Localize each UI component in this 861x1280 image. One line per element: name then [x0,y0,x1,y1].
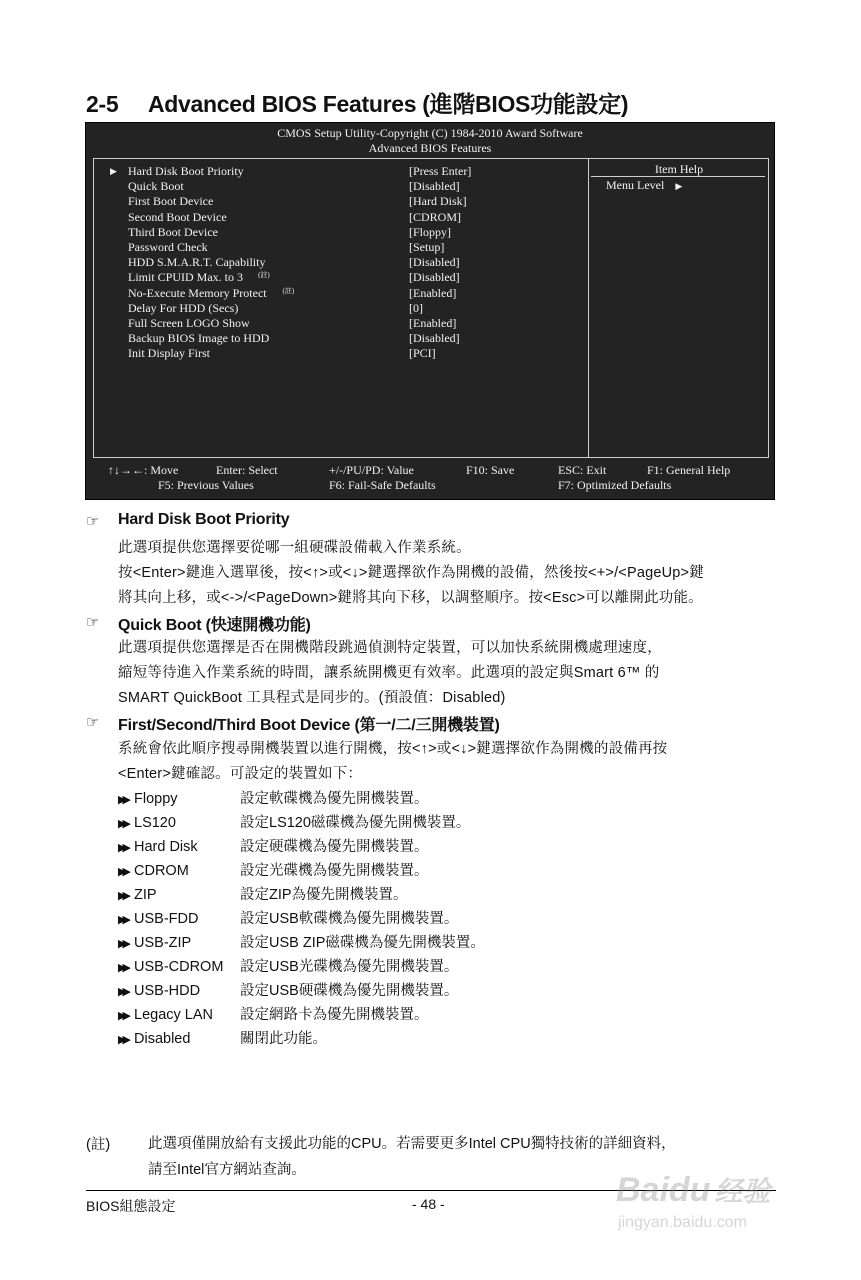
hdd-line-1: 此選項提供您選擇要從哪一組硬碟設備載入作業系統。 [118,540,471,556]
double-arrow-icon: ▶▶ [118,842,127,854]
note-marker: (註) [282,286,295,295]
boot-option-name: USB-CDROM [134,959,224,975]
note-marker: (註) [258,271,270,280]
bios-key-legend [86,463,774,497]
bios-item-label: First Boot Device [128,194,214,209]
bios-item-label: Delay For HDD (Secs) [128,300,239,315]
watermark-url: jingyan.baidu.com [618,1214,747,1231]
double-arrow-icon: ▶▶ [118,962,127,974]
note-line-1: 此選項僅開放給有支援此功能的CPU。若需要更多Intel CPU獨特技術的詳細資料， [148,1136,676,1152]
bios-item-label: Init Display First [128,346,211,361]
double-arrow-icon: ▶▶ [118,794,127,806]
footer-chapter: BIOS組態設定 [86,1198,176,1214]
key-optimized: F7: Optimized Defaults [558,478,672,492]
boot-option-desc: 設定USB光碟機為優先開機裝置。 [240,959,459,975]
boot-option-item [118,883,408,907]
bios-item-value[interactable]: [0] [409,300,423,315]
boot-option-item [118,835,429,859]
bios-item-label: Hard Disk Boot Priority [128,164,244,178]
hdd-description [118,536,778,611]
bios-item-label: Backup BIOS Image to HDD [128,331,270,346]
key-save: F10: Save [466,463,515,477]
watermark-jingyan: 经验 [714,1176,771,1207]
key-select: Enter: Select [216,463,278,477]
bios-item-label: Limit CPUID Max. to 3 [128,270,244,285]
heading-boot-device: First/Second/Third Boot Device (第一/二/三開機裝置) [118,717,500,734]
quick-boot-description [118,636,778,711]
bios-item-label: Full Screen LOGO Show [128,316,250,330]
boot-option-name: Hard Disk [134,839,198,855]
section-title: Advanced BIOS Features (進階BIOS功能設定) [148,91,629,117]
boot-option-item [118,811,470,835]
boot-option-item [118,955,458,979]
key-fail-safe: F6: Fail-Safe Defaults [329,478,436,492]
boot-option-desc: 設定USB ZIP磁碟機為優先開機裝置。 [240,935,485,951]
bios-item-value[interactable]: [Hard Disk] [409,194,467,209]
double-arrow-icon: ▶▶ [118,914,127,926]
boot-option-desc: 關閉此功能。 [240,1031,327,1047]
boot-option-item [118,979,458,1003]
double-arrow-icon: ▶▶ [118,818,127,830]
boot-option-name: CDROM [134,863,189,879]
boot-option-item [118,907,458,931]
bios-item-label: Second Boot Device [128,209,227,224]
item-help-separator [591,176,765,177]
key-previous-values: F5: Previous Values [158,478,254,492]
heading-hdd-boot-priority: Hard Disk Boot Priority [118,511,290,528]
boot-option-name: USB-FDD [134,911,199,927]
note-line-2: 請至Intel官方網站查詢。 [148,1162,306,1178]
baidu-watermark [608,1170,808,1240]
bios-menu-frame [93,158,769,458]
bios-item-value[interactable]: [Disabled] [409,270,460,285]
menu-level [606,178,682,193]
boot-option-item [118,1003,429,1027]
key-move: ↑↓→←: Move [108,463,179,477]
bios-item-value[interactable]: [PCI] [409,346,436,361]
section-number: 2-5 [86,91,119,117]
boot-device-description [118,737,778,787]
menu-level-label: Menu Level [606,178,665,192]
boot-option-name: USB-HDD [134,983,201,999]
boot-line-2: <Enter>鍵確認。可設定的裝置如下： [118,766,363,782]
hdd-line-2: 按<Enter>鍵進入選單後，按<↑>或<↓>鍵選擇欲作為開機的設備，然後按<+>/<PageUp>鍵 [118,565,704,581]
bios-item-value[interactable]: [Disabled] [409,255,460,270]
bios-item-label: No-Execute Memory Protect [128,285,267,300]
boot-option-name: USB-ZIP [134,935,192,951]
bios-divider [588,159,589,457]
watermark-brand: Baidu [616,1171,711,1209]
note-label: (註) [86,1137,111,1153]
page-title [86,86,786,119]
quick-line-3: SMART QuickBoot 工具程式是同步的。(預設值：Disabled) [118,690,506,706]
boot-line-1: 系統會依此順序搜尋開機裝置以進行開機，按<↑>或<↓>鍵選擇欲作為開機的設備再按 [118,741,668,757]
key-value: +/-/PU/PD: Value [329,463,414,477]
pointing-hand-icon: ☞ [86,513,100,530]
double-arrow-icon: ▶▶ [118,986,127,998]
boot-option-name: Legacy LAN [134,1007,213,1023]
key-exit: ESC: Exit [558,463,607,477]
bios-item-value[interactable]: [Floppy] [409,224,451,239]
quick-line-2: 縮短等待進入作業系統的時間，讓系統開機更有效率。此選項的設定與Smart 6™ 的 [118,665,660,681]
bios-item-value[interactable]: [Enabled] [409,316,457,330]
pointing-hand-icon: ☞ [86,714,100,731]
double-arrow-icon: ▶▶ [118,1010,127,1022]
boot-option-name: Floppy [134,791,178,807]
double-arrow-icon: ▶▶ [118,938,127,950]
bios-header [86,126,774,156]
boot-option-desc: 設定網路卡為優先開機裝置。 [240,1007,429,1023]
page-number: - 48 - [412,1196,445,1212]
boot-option-desc: 設定USB硬碟機為優先開機裝置。 [240,983,459,999]
boot-option-item [118,1027,327,1051]
double-arrow-icon: ▶▶ [118,1034,127,1046]
item-help-title: Item Help [654,162,704,176]
boot-option-item [118,931,485,955]
boot-option-name: LS120 [134,815,176,831]
bios-item-value[interactable]: [Disabled] [409,331,460,346]
boot-option-name: Disabled [134,1031,191,1047]
bios-screen [85,122,775,500]
submenu-triangle-icon: ▶ [110,166,117,176]
boot-option-name: ZIP [134,887,157,903]
boot-option-desc: 設定USB軟碟機為優先開機裝置。 [240,911,459,927]
key-general-help: F1: General Help [647,463,731,477]
bios-item-label: HDD S.M.A.R.T. Capability [128,255,266,270]
double-arrow-icon: ▶▶ [118,866,127,878]
boot-option-desc: 設定LS120磁碟機為優先開機裝置。 [240,815,471,831]
quick-line-1: 此選項提供您選擇是否在開機階段跳過偵測特定裝置，可以加快系統開機處理速度， [118,640,662,656]
boot-option-desc: 設定光碟機為優先開機裝置。 [240,863,429,879]
bios-copyright: CMOS Setup Utility-Copyright (C) 1984-2010 Award Software [277,126,583,140]
bios-item-label: Password Check [128,240,208,254]
boot-option-desc: 設定軟碟機為優先開機裝置。 [240,791,429,807]
pointing-hand-icon: ☞ [86,614,100,631]
bios-item-value[interactable]: [CDROM] [409,209,462,224]
bios-item-label: Third Boot Device [128,224,218,239]
heading-quick-boot: Quick Boot (快速開機功能) [118,617,311,634]
bios-item-value[interactable]: [Setup] [409,240,445,254]
bios-item-label: Quick Boot [128,179,184,194]
bios-screen-title: Advanced BIOS Features [368,141,492,155]
boot-option-desc: 設定硬碟機為優先開機裝置。 [240,839,429,855]
hdd-line-3: 將其向上移，或<->/<PageDown>鍵將其向下移，以調整順序。按<Esc>可以離開此功能。 [118,590,703,606]
boot-option-item [118,859,429,883]
bios-item-value[interactable]: [Press Enter] [409,164,472,178]
bios-item-value[interactable]: [Disabled] [409,179,460,194]
boot-option-item [118,787,429,811]
bios-item-value[interactable]: [Enabled] [409,285,457,300]
double-arrow-icon: ▶▶ [118,890,127,902]
triangle-right-icon: ▶ [675,181,683,191]
boot-option-desc: 設定ZIP為優先開機裝置。 [240,887,408,903]
